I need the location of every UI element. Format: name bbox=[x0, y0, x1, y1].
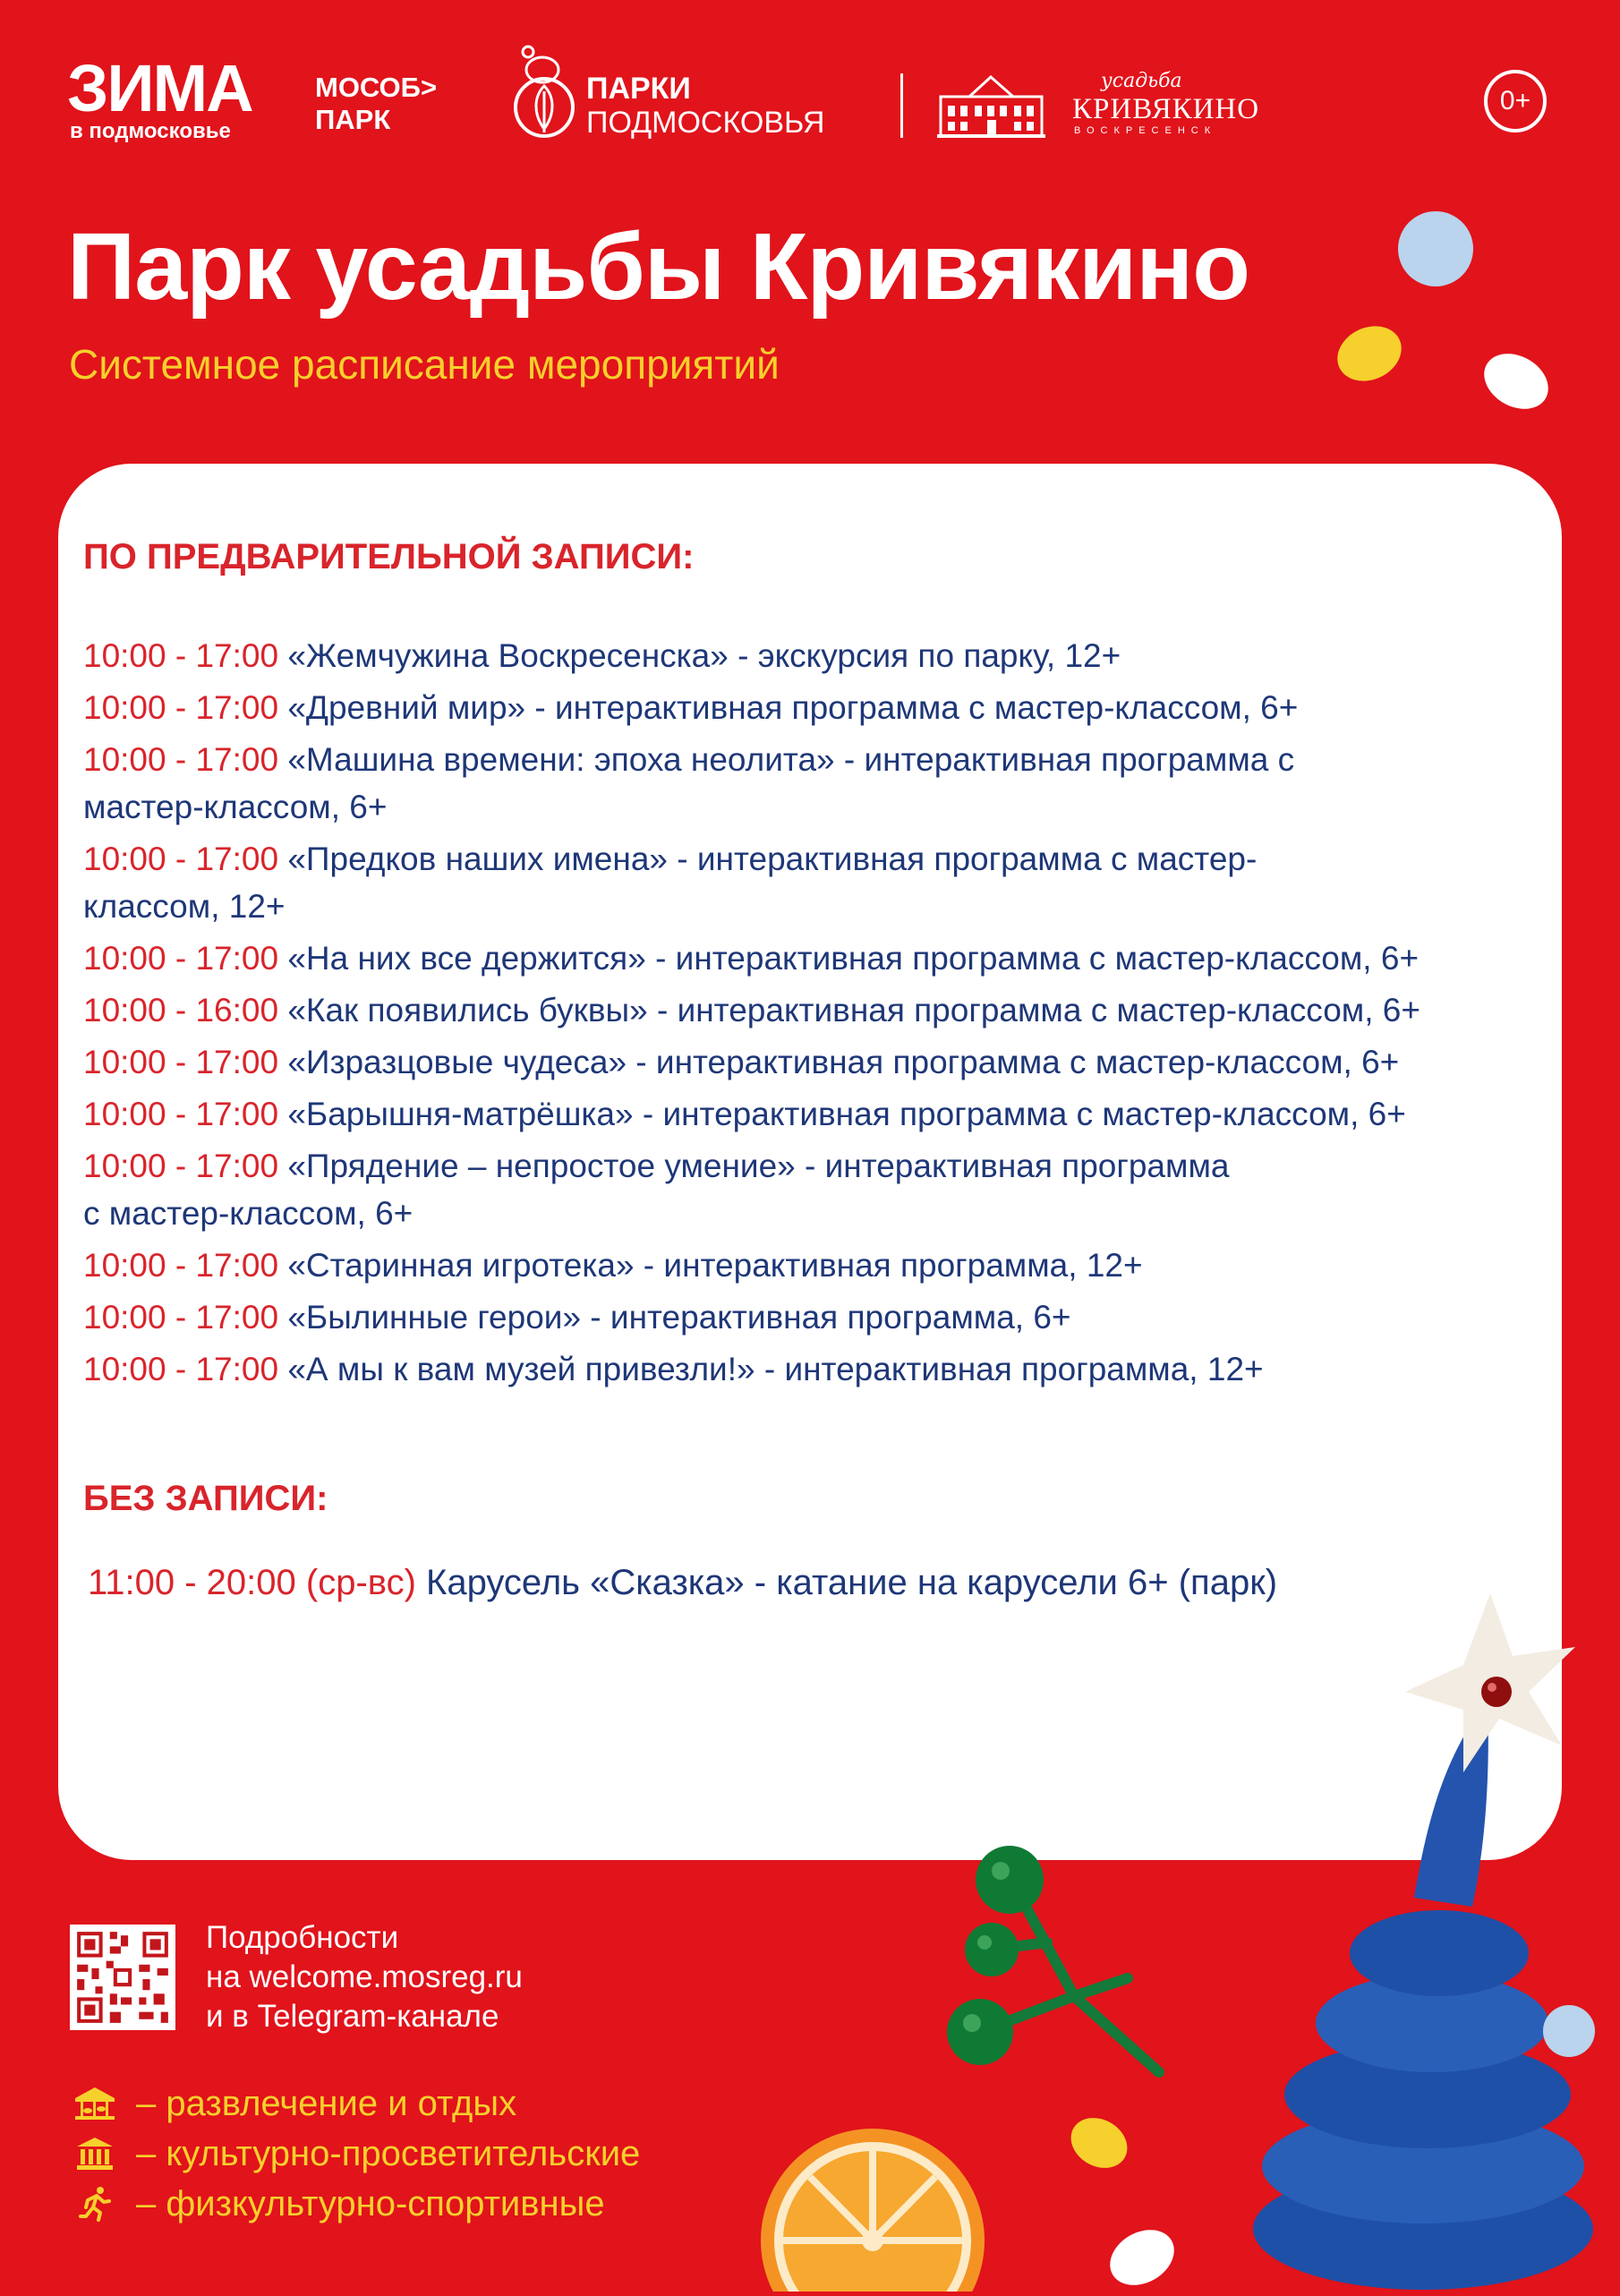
event-text: «Жемчужина Воскресенска» - экскурсия по парку, 12+ bbox=[287, 637, 1121, 674]
schedule-item bbox=[83, 1142, 1551, 1237]
event-text: «Машина времени: эпоха неолита» - интерактивная программа с bbox=[287, 741, 1295, 778]
schedule-item bbox=[83, 684, 1551, 731]
event-text: «Барышня-матрёшка» - интерактивная программа с мастер-классом, 6+ bbox=[287, 1096, 1406, 1132]
logo-divider bbox=[900, 73, 903, 138]
event-text: «Как появились буквы» - интерактивная программа с мастер-классом, 6+ bbox=[287, 992, 1420, 1029]
decor-yellow-dot bbox=[1062, 2108, 1136, 2178]
event-time: 10:00 - 17:00 bbox=[83, 741, 279, 778]
event-time: 10:00 - 17:00 bbox=[83, 1044, 279, 1080]
schedule-item bbox=[83, 632, 1551, 679]
decor-yellow-dot bbox=[1328, 316, 1411, 391]
event-time: 10:00 - 17:00 bbox=[83, 1096, 279, 1132]
info-text bbox=[206, 1918, 523, 2036]
event-text: «Былинные герои» - интерактивная программа, 6+ bbox=[287, 1299, 1071, 1336]
event-time: 10:00 - 17:00 bbox=[83, 637, 279, 674]
page-subtitle: Системное расписание мероприятий bbox=[69, 341, 780, 388]
event-text: «Старинная игротека» - интерактивная программа, 12+ bbox=[287, 1247, 1143, 1284]
legend-item-entertainment bbox=[70, 2078, 640, 2129]
schedule-item bbox=[83, 835, 1551, 930]
krivyakino-logo-script: усадьба bbox=[1101, 70, 1182, 92]
event-time: 10:00 - 17:00 bbox=[83, 1351, 279, 1387]
event-text: «Изразцовые чудеса» - интерактивная программа с мастер-классом, 6+ bbox=[287, 1044, 1400, 1080]
prebooking-schedule-list bbox=[83, 632, 1551, 1397]
event-text-continued: мастер-классом, 6+ bbox=[83, 789, 388, 825]
page-title: Парк усадьбы Кривякино bbox=[67, 214, 1250, 320]
mosoblpark-logo-line2: ПАРК bbox=[315, 104, 391, 135]
walkin-time: 11:00 - 20:00 (ср-вс) bbox=[88, 1563, 416, 1602]
mosoblpark-logo bbox=[315, 72, 437, 136]
event-time: 10:00 - 17:00 bbox=[83, 1148, 279, 1184]
schedule-item bbox=[83, 1293, 1551, 1341]
orange-slice-decoration bbox=[761, 2129, 985, 2296]
legend-item-sports bbox=[70, 2179, 640, 2229]
decor-blue-dot bbox=[1543, 2005, 1595, 2057]
parki-logo-text bbox=[586, 72, 824, 140]
walkin-item bbox=[88, 1563, 1277, 1603]
decor-blue-dot bbox=[1398, 211, 1473, 286]
walkin-text: Карусель «Сказка» - катание на карусели 6+ (парк) bbox=[426, 1563, 1278, 1602]
walkin-heading: БЕЗ ЗАПИСИ: bbox=[83, 1479, 328, 1518]
carousel-icon bbox=[70, 2086, 120, 2121]
event-text: «Прядение – непростое умение» - интерактивная программа bbox=[287, 1148, 1230, 1184]
parki-leaf-icon bbox=[508, 43, 580, 146]
legend-label: – физкультурно-спортивные bbox=[136, 2183, 605, 2223]
blue-tree-decoration bbox=[1155, 1593, 1620, 2296]
event-time: 10:00 - 17:00 bbox=[83, 841, 279, 877]
schedule-item bbox=[83, 1038, 1551, 1086]
event-text: «Древний мир» - интерактивная программа с мастер-классом, 6+ bbox=[287, 689, 1299, 726]
qr-code[interactable] bbox=[70, 1925, 175, 2030]
mosoblpark-logo-line1: МОСОБ> bbox=[315, 72, 438, 103]
schedule-item bbox=[83, 1345, 1551, 1393]
parki-logo-line2: ПОДМОСКОВЬЯ bbox=[586, 106, 825, 140]
runner-icon bbox=[70, 2186, 120, 2222]
event-time: 10:00 - 17:00 bbox=[83, 940, 279, 977]
age-rating-badge: 0+ bbox=[1484, 70, 1547, 132]
berry-branch-decoration bbox=[940, 1844, 1172, 2090]
krivyakino-logo-city: ВОСКРЕСЕНСК bbox=[1074, 125, 1217, 136]
event-text-continued: классом, 12+ bbox=[83, 888, 286, 925]
info-line-3: и в Telegram-канале bbox=[206, 1999, 499, 2034]
prebooking-heading: ПО ПРЕДВАРИТЕЛЬНОЙ ЗАПИСИ: bbox=[83, 537, 695, 576]
event-text: «А мы к вам музей привезли!» - интерактивная программа, 12+ bbox=[287, 1351, 1264, 1387]
event-text: «Предков наших имена» - интерактивная программа с мастер- bbox=[287, 841, 1258, 877]
schedule-item bbox=[83, 1242, 1551, 1289]
zima-logo-subtitle: в подмосковье bbox=[70, 119, 231, 143]
manor-house-icon bbox=[935, 70, 1047, 144]
event-time: 10:00 - 16:00 bbox=[83, 992, 279, 1029]
legend-label: – культурно-просветительские bbox=[136, 2133, 641, 2173]
event-time: 10:00 - 17:00 bbox=[83, 689, 279, 726]
event-time: 10:00 - 17:00 bbox=[83, 1247, 279, 1284]
schedule-item bbox=[83, 736, 1551, 831]
schedule-item bbox=[83, 986, 1551, 1034]
museum-icon bbox=[70, 2136, 120, 2172]
schedule-item bbox=[83, 935, 1551, 982]
decor-white-dot bbox=[1474, 343, 1558, 420]
info-line-1: Подробности bbox=[206, 1920, 399, 1955]
event-time: 10:00 - 17:00 bbox=[83, 1299, 279, 1336]
info-line-2: на welcome.mosreg.ru bbox=[206, 1959, 523, 1994]
event-text-continued: с мастер-классом, 6+ bbox=[83, 1195, 414, 1232]
legend bbox=[70, 2078, 640, 2229]
zima-logo: ЗИМА bbox=[67, 51, 252, 125]
legend-item-cultural bbox=[70, 2129, 640, 2179]
event-text: «На них все держится» - интерактивная программа с мастер-классом, 6+ bbox=[287, 940, 1420, 977]
parki-logo-line1: ПАРКИ bbox=[586, 72, 691, 106]
legend-label: – развлечение и отдых bbox=[136, 2083, 517, 2123]
krivyakino-logo-name: КРИВЯКИНО bbox=[1072, 93, 1260, 125]
schedule-item bbox=[83, 1090, 1551, 1138]
